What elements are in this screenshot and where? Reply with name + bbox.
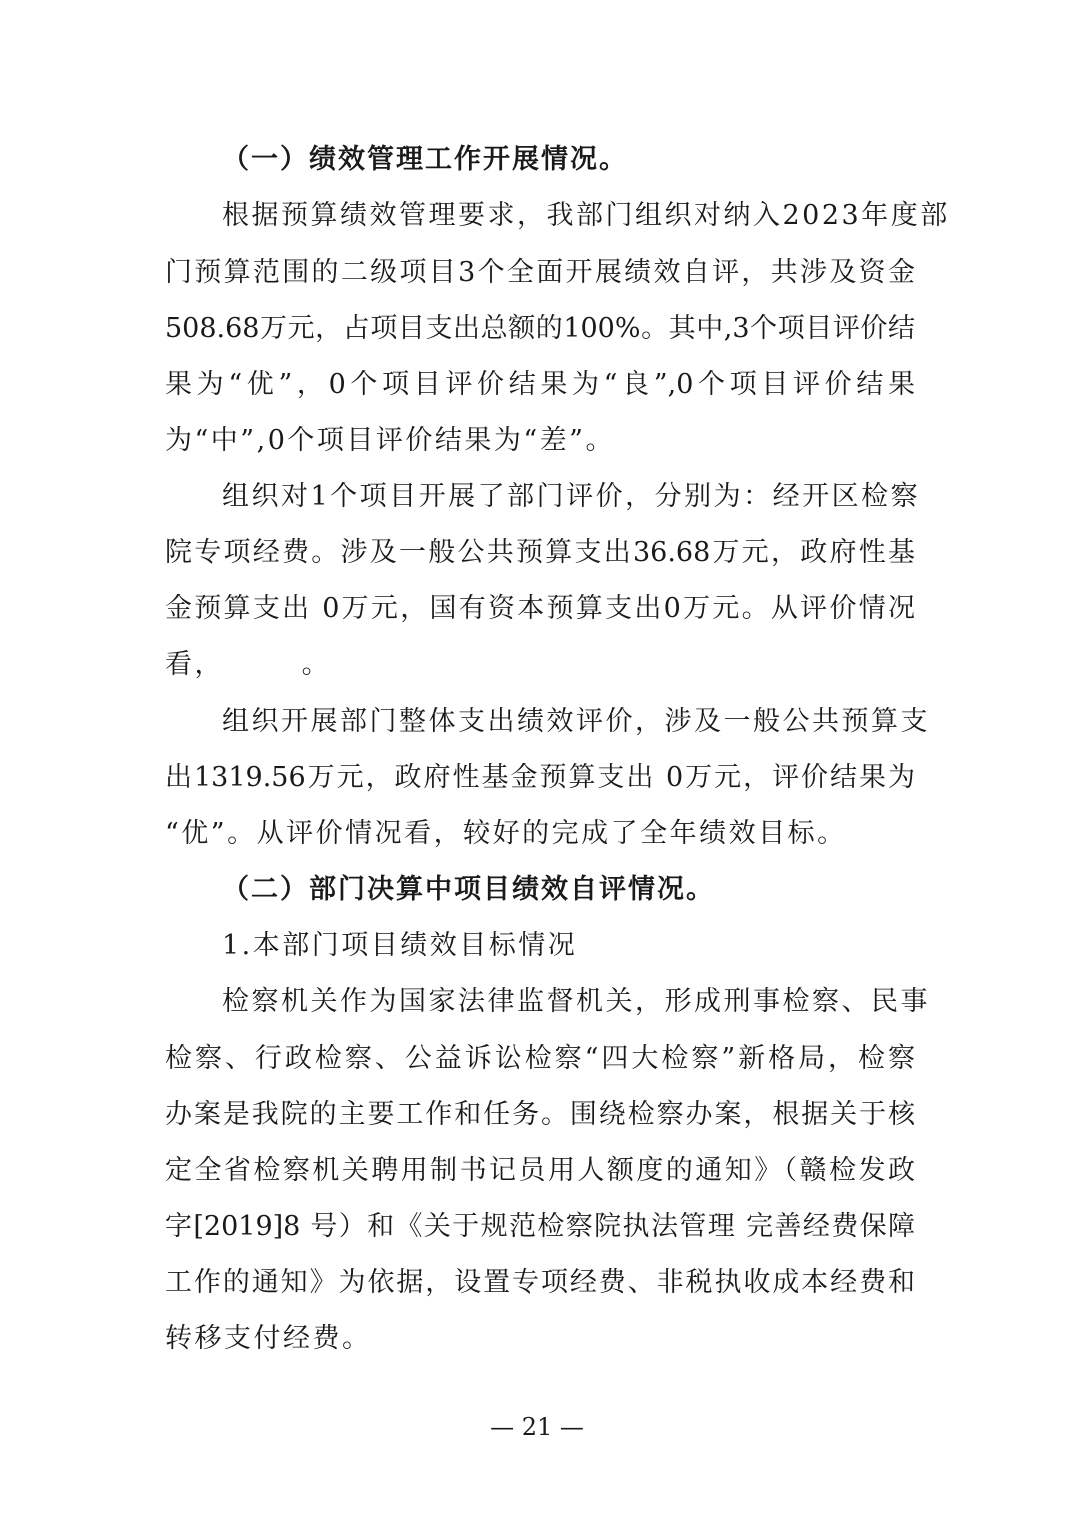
- paragraph-line: 门预算范围的二级项目3个全面开展绩效自评，共涉及资金: [165, 257, 915, 288]
- paragraph-line: 根据预算绩效管理要求，我部门组织对纳入2023年度部: [222, 200, 950, 231]
- paragraph-line: 金预算支出 0万元，国有资本预算支出0万元。从评价情况: [165, 593, 915, 624]
- paragraph-line: 院专项经费。涉及一般公共预算支出36.68万元，政府性基: [165, 537, 915, 568]
- paragraph-line: 办案是我院的主要工作和任务。围绕检察办案，根据关于核: [165, 1099, 915, 1130]
- paragraph-line: 定全省检察机关聘用制书记员用人额度的通知》（赣检发政: [165, 1155, 915, 1186]
- paragraph-line: 组织开展部门整体支出绩效评价，涉及一般公共预算支: [222, 706, 930, 737]
- section-heading-2: （二）部门决算中项目绩效自评情况。: [222, 874, 715, 905]
- paragraph-line: 组织对1个项目开展了部门评价，分别为：经开区检察: [222, 481, 921, 512]
- subheading: 1.本部门项目绩效目标情况: [222, 930, 578, 961]
- paragraph-line: “优”。从评价情况看，较好的完成了全年绩效目标。: [165, 818, 847, 849]
- paragraph-line: 出1319.56万元，政府性基金预算支出 0万元，评价结果为: [165, 762, 915, 793]
- paragraph-line: 检察、行政检察、公益诉讼检察“四大检察”新格局，检察: [165, 1043, 915, 1074]
- paragraph-line: 字[2019]8 号）和《关于规范检察院执法管理 完善经费保障: [165, 1211, 915, 1242]
- paragraph-line: 看， 。: [165, 649, 332, 680]
- paragraph-line: 果为“优”，0个项目评价结果为“良”,0个项目评价结果: [165, 369, 915, 400]
- paragraph-line: 检察机关作为国家法律监督机关，形成刑事检察、民事: [222, 986, 930, 1017]
- paragraph-line: 转移支付经费。: [165, 1323, 372, 1354]
- paragraph-line: 工作的通知》为依据，设置专项经费、非税执收成本经费和: [165, 1267, 915, 1298]
- paragraph-line: 508.68万元，占项目支出总额的100%。其中,3个项目评价结: [165, 313, 915, 344]
- page-number: — 21 —: [490, 1413, 584, 1441]
- paragraph-line: 为“中”,0个项目评价结果为“差”。: [165, 425, 615, 456]
- section-heading-1: （一）绩效管理工作开展情况。: [222, 144, 628, 175]
